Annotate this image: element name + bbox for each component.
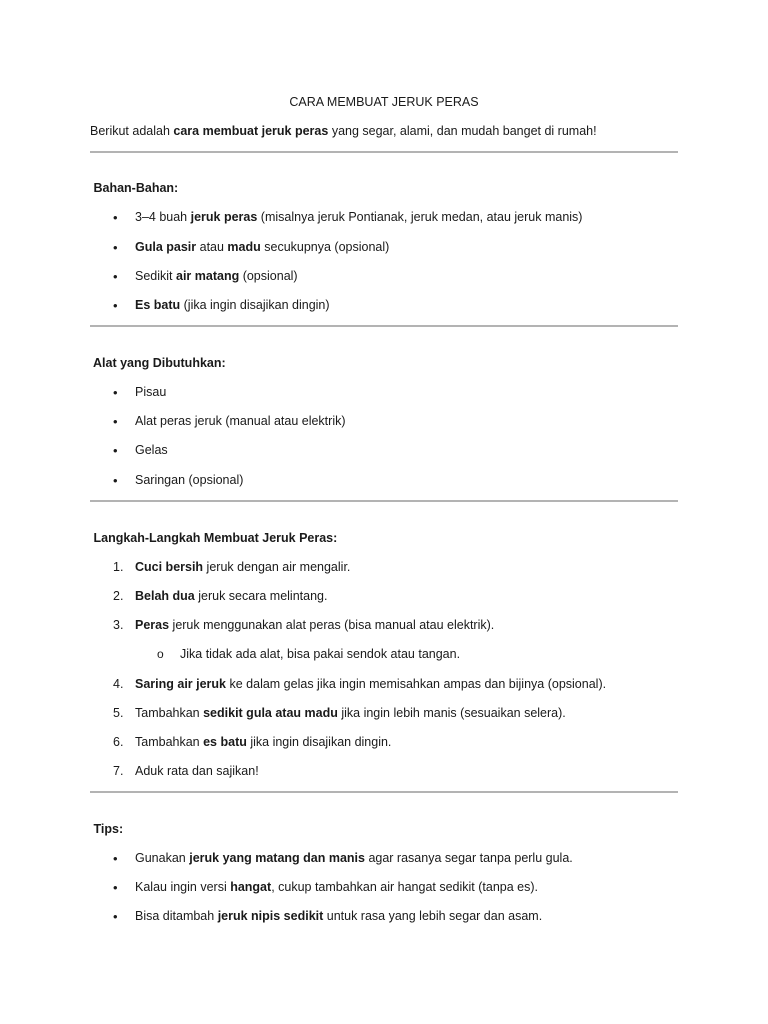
horizontal-rule — [90, 151, 678, 153]
list-item: Sedikit air matang (opsional) — [135, 269, 298, 283]
section-heading-tips: Tips: — [93, 822, 124, 836]
bullet-icon: • — [113, 473, 118, 488]
bullet-icon: • — [113, 851, 118, 866]
step-number: 6. — [113, 735, 124, 749]
list-item: Gelas — [135, 443, 168, 457]
document-title: CARA MEMBUAT JERUK PERAS — [289, 95, 479, 109]
step-item: Aduk rata dan sajikan! — [135, 764, 259, 778]
bullet-icon: • — [113, 880, 118, 895]
bullet-icon: • — [113, 210, 118, 225]
horizontal-rule — [90, 791, 678, 793]
step-item: Belah dua jeruk secara melintang. — [135, 589, 328, 603]
section-heading-bahan: Bahan-Bahan: — [93, 181, 179, 195]
step-number: 3. — [113, 618, 124, 632]
bullet-icon: • — [113, 385, 118, 400]
bullet-icon: • — [113, 909, 118, 924]
list-item: 3–4 buah jeruk peras (misalnya jeruk Pontianak, jeruk medan, atau jeruk manis) — [135, 210, 583, 224]
step-item: Saring air jeruk ke dalam gelas jika ingin memisahkan ampas dan bijinya (opsional). — [135, 677, 607, 691]
step-number: 5. — [113, 706, 124, 720]
horizontal-rule — [90, 500, 678, 502]
bullet-icon: • — [113, 298, 118, 313]
step-number: 1. — [113, 560, 124, 574]
list-item: Kalau ingin versi hangat, cukup tambahkan air hangat sedikit (tanpa es). — [135, 880, 539, 894]
intro-paragraph: Berikut adalah cara membuat jeruk peras yang segar, alami, dan mudah banget di rumah! — [90, 124, 597, 138]
step-number: 4. — [113, 677, 124, 691]
step-item: Cuci bersih jeruk dengan air mengalir. — [135, 560, 351, 574]
list-item: Gula pasir atau madu secukupnya (opsional) — [135, 240, 390, 254]
bullet-icon: • — [113, 240, 118, 255]
section-heading-alat: Alat yang Dibutuhkan: — [93, 356, 226, 370]
list-item: Es batu (jika ingin disajikan dingin) — [135, 298, 330, 312]
sub-list-item: Jika tidak ada alat, bisa pakai sendok atau tangan. — [180, 647, 461, 661]
list-item: Saringan (opsional) — [135, 473, 244, 487]
list-item: Gunakan jeruk yang matang dan manis agar rasanya segar tanpa perlu gula. — [135, 851, 573, 865]
sub-bullet-icon: o — [157, 647, 164, 661]
bullet-icon: • — [113, 414, 118, 429]
section-heading-langkah: Langkah-Langkah Membuat Jeruk Peras: — [93, 531, 338, 545]
bullet-icon: • — [113, 269, 118, 284]
step-number: 2. — [113, 589, 124, 603]
step-item: Tambahkan es batu jika ingin disajikan dingin. — [135, 735, 392, 749]
step-item: Tambahkan sedikit gula atau madu jika ingin lebih manis (sesuaikan selera). — [135, 706, 566, 720]
step-number: 7. — [113, 764, 124, 778]
step-item: Peras jeruk menggunakan alat peras (bisa manual atau elektrik). — [135, 618, 495, 632]
bullet-icon: • — [113, 443, 118, 458]
list-item: Alat peras jeruk (manual atau elektrik) — [135, 414, 346, 428]
list-item: Pisau — [135, 385, 167, 399]
list-item: Bisa ditambah jeruk nipis sedikit untuk rasa yang lebih segar dan asam. — [135, 909, 543, 923]
horizontal-rule — [90, 325, 678, 327]
